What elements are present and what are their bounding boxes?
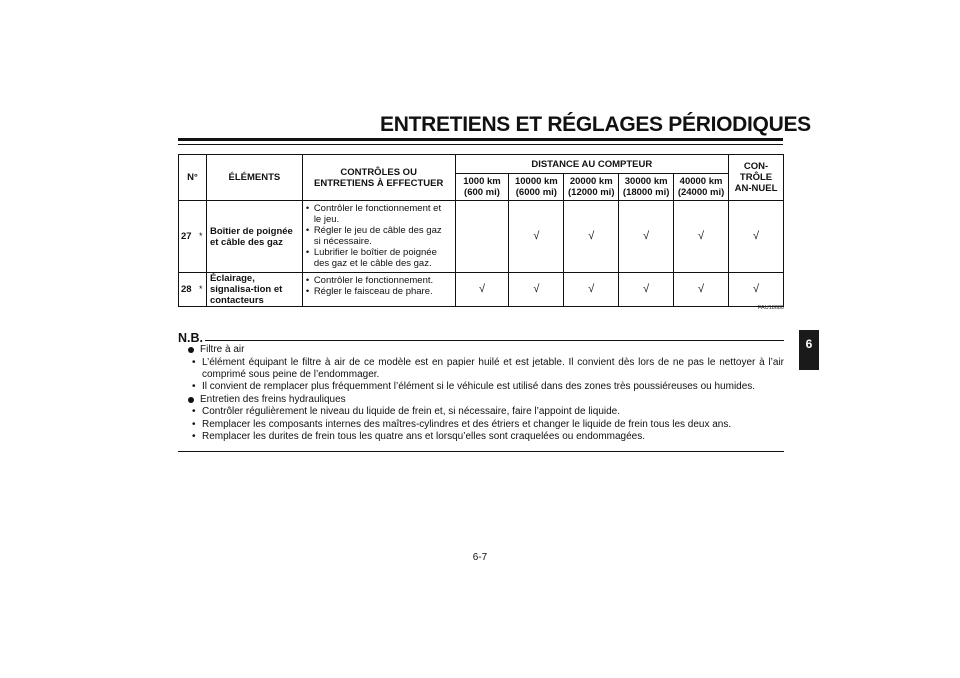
row-element: Boîtier de poignée et câble des gaz xyxy=(206,201,302,273)
header-checks: CONTRÔLES OU ENTRETIENS À EFFECTUER xyxy=(302,155,455,201)
title-rule-thick xyxy=(178,138,783,141)
check-mark: √ xyxy=(674,201,729,273)
note-item: • Remplacer les durites de frein tous les quatre ans et lorsqu’elles sont craquelées ou endommagées. xyxy=(190,431,784,443)
check-mark: √ xyxy=(619,201,674,273)
check-mark: √ xyxy=(674,273,729,307)
header-annual: CON-TRÔLE AN-NUEL xyxy=(729,155,784,201)
row-checks xyxy=(302,273,455,307)
check-item: • Contrôler le fonctionnement et le jeu. xyxy=(306,203,451,225)
reference-code: FAU18680 xyxy=(758,305,784,311)
check-mark: √ xyxy=(455,273,509,307)
check-mark xyxy=(455,201,509,273)
bottom-rule xyxy=(178,451,784,452)
row-element: Éclairage, signalisa-tion et contacteurs xyxy=(206,273,302,307)
check-mark: √ xyxy=(564,273,619,307)
row-number: 28 xyxy=(179,273,196,307)
header-distance: DISTANCE AU COMPTEUR xyxy=(455,155,728,174)
nb-title: N.B. xyxy=(178,331,203,345)
row-star: * xyxy=(195,201,206,273)
table-row xyxy=(179,273,784,307)
check-mark: √ xyxy=(509,201,564,273)
check-mark: √ xyxy=(619,273,674,307)
note-section xyxy=(188,394,784,406)
row-number: 27 xyxy=(179,201,196,273)
check-item: • Régler le faisceau de phare. xyxy=(306,286,451,297)
bullet-icon xyxy=(188,397,194,403)
note-item: • Il convient de remplacer plus fréquemment l’élément si le véhicule est utilisé dans des zones très poussiéreuses ou humides. xyxy=(190,381,784,393)
maintenance-table xyxy=(178,154,784,307)
check-mark: √ xyxy=(509,273,564,307)
check-mark: √ xyxy=(729,201,784,273)
note-section-title: Filtre à air xyxy=(200,344,245,355)
check-mark: √ xyxy=(564,201,619,273)
bullet-icon xyxy=(188,347,194,353)
header-interval: 40000 km (24000 mi) xyxy=(674,174,729,201)
table-row xyxy=(179,201,784,273)
check-item: • Régler le jeu de câble des gaz si nécessaire. xyxy=(306,225,451,247)
chapter-tab[interactable]: 6 xyxy=(799,330,819,370)
header-num: N° xyxy=(179,155,207,201)
page-number: 6-7 xyxy=(472,552,488,563)
nb-rule xyxy=(205,340,784,341)
header-interval: 20000 km (12000 mi) xyxy=(564,174,619,201)
title-rule-thin xyxy=(178,144,783,145)
row-star: * xyxy=(195,273,206,307)
header-interval: 30000 km (18000 mi) xyxy=(619,174,674,201)
check-item: • Lubrifier le boîtier de poignée des gaz et le câble des gaz. xyxy=(306,247,451,269)
row-checks xyxy=(302,201,455,273)
header-interval: 10000 km (6000 mi) xyxy=(509,174,564,201)
header-elements: ÉLÉMENTS xyxy=(206,155,302,201)
note-item: • Remplacer les composants internes des maîtres-cylindres et des étriers et changer le liquide de frein tous les deux ans. xyxy=(190,419,784,431)
check-item: • Contrôler le fonctionnement. xyxy=(306,275,451,286)
nb-notes xyxy=(188,344,784,443)
check-mark: √ xyxy=(729,273,784,307)
note-section-title: Entretien des freins hydrauliques xyxy=(200,393,346,405)
page-title: ENTRETIENS ET RÉGLAGES PÉRIODIQUES xyxy=(380,113,811,136)
note-item: • Contrôler régulièrement le niveau du liquide de frein et, si nécessaire, faire l’appoint de liquide. xyxy=(190,406,784,418)
note-item: • L’élément équipant le filtre à air de ce modèle est en papier huilé et est jetable. Il convient dès lors de ne pas le nettoyer à l’air comprimé sous peine de l’endommager. xyxy=(190,357,784,382)
header-interval: 1000 km (600 mi) xyxy=(455,174,509,201)
note-section xyxy=(188,344,784,356)
